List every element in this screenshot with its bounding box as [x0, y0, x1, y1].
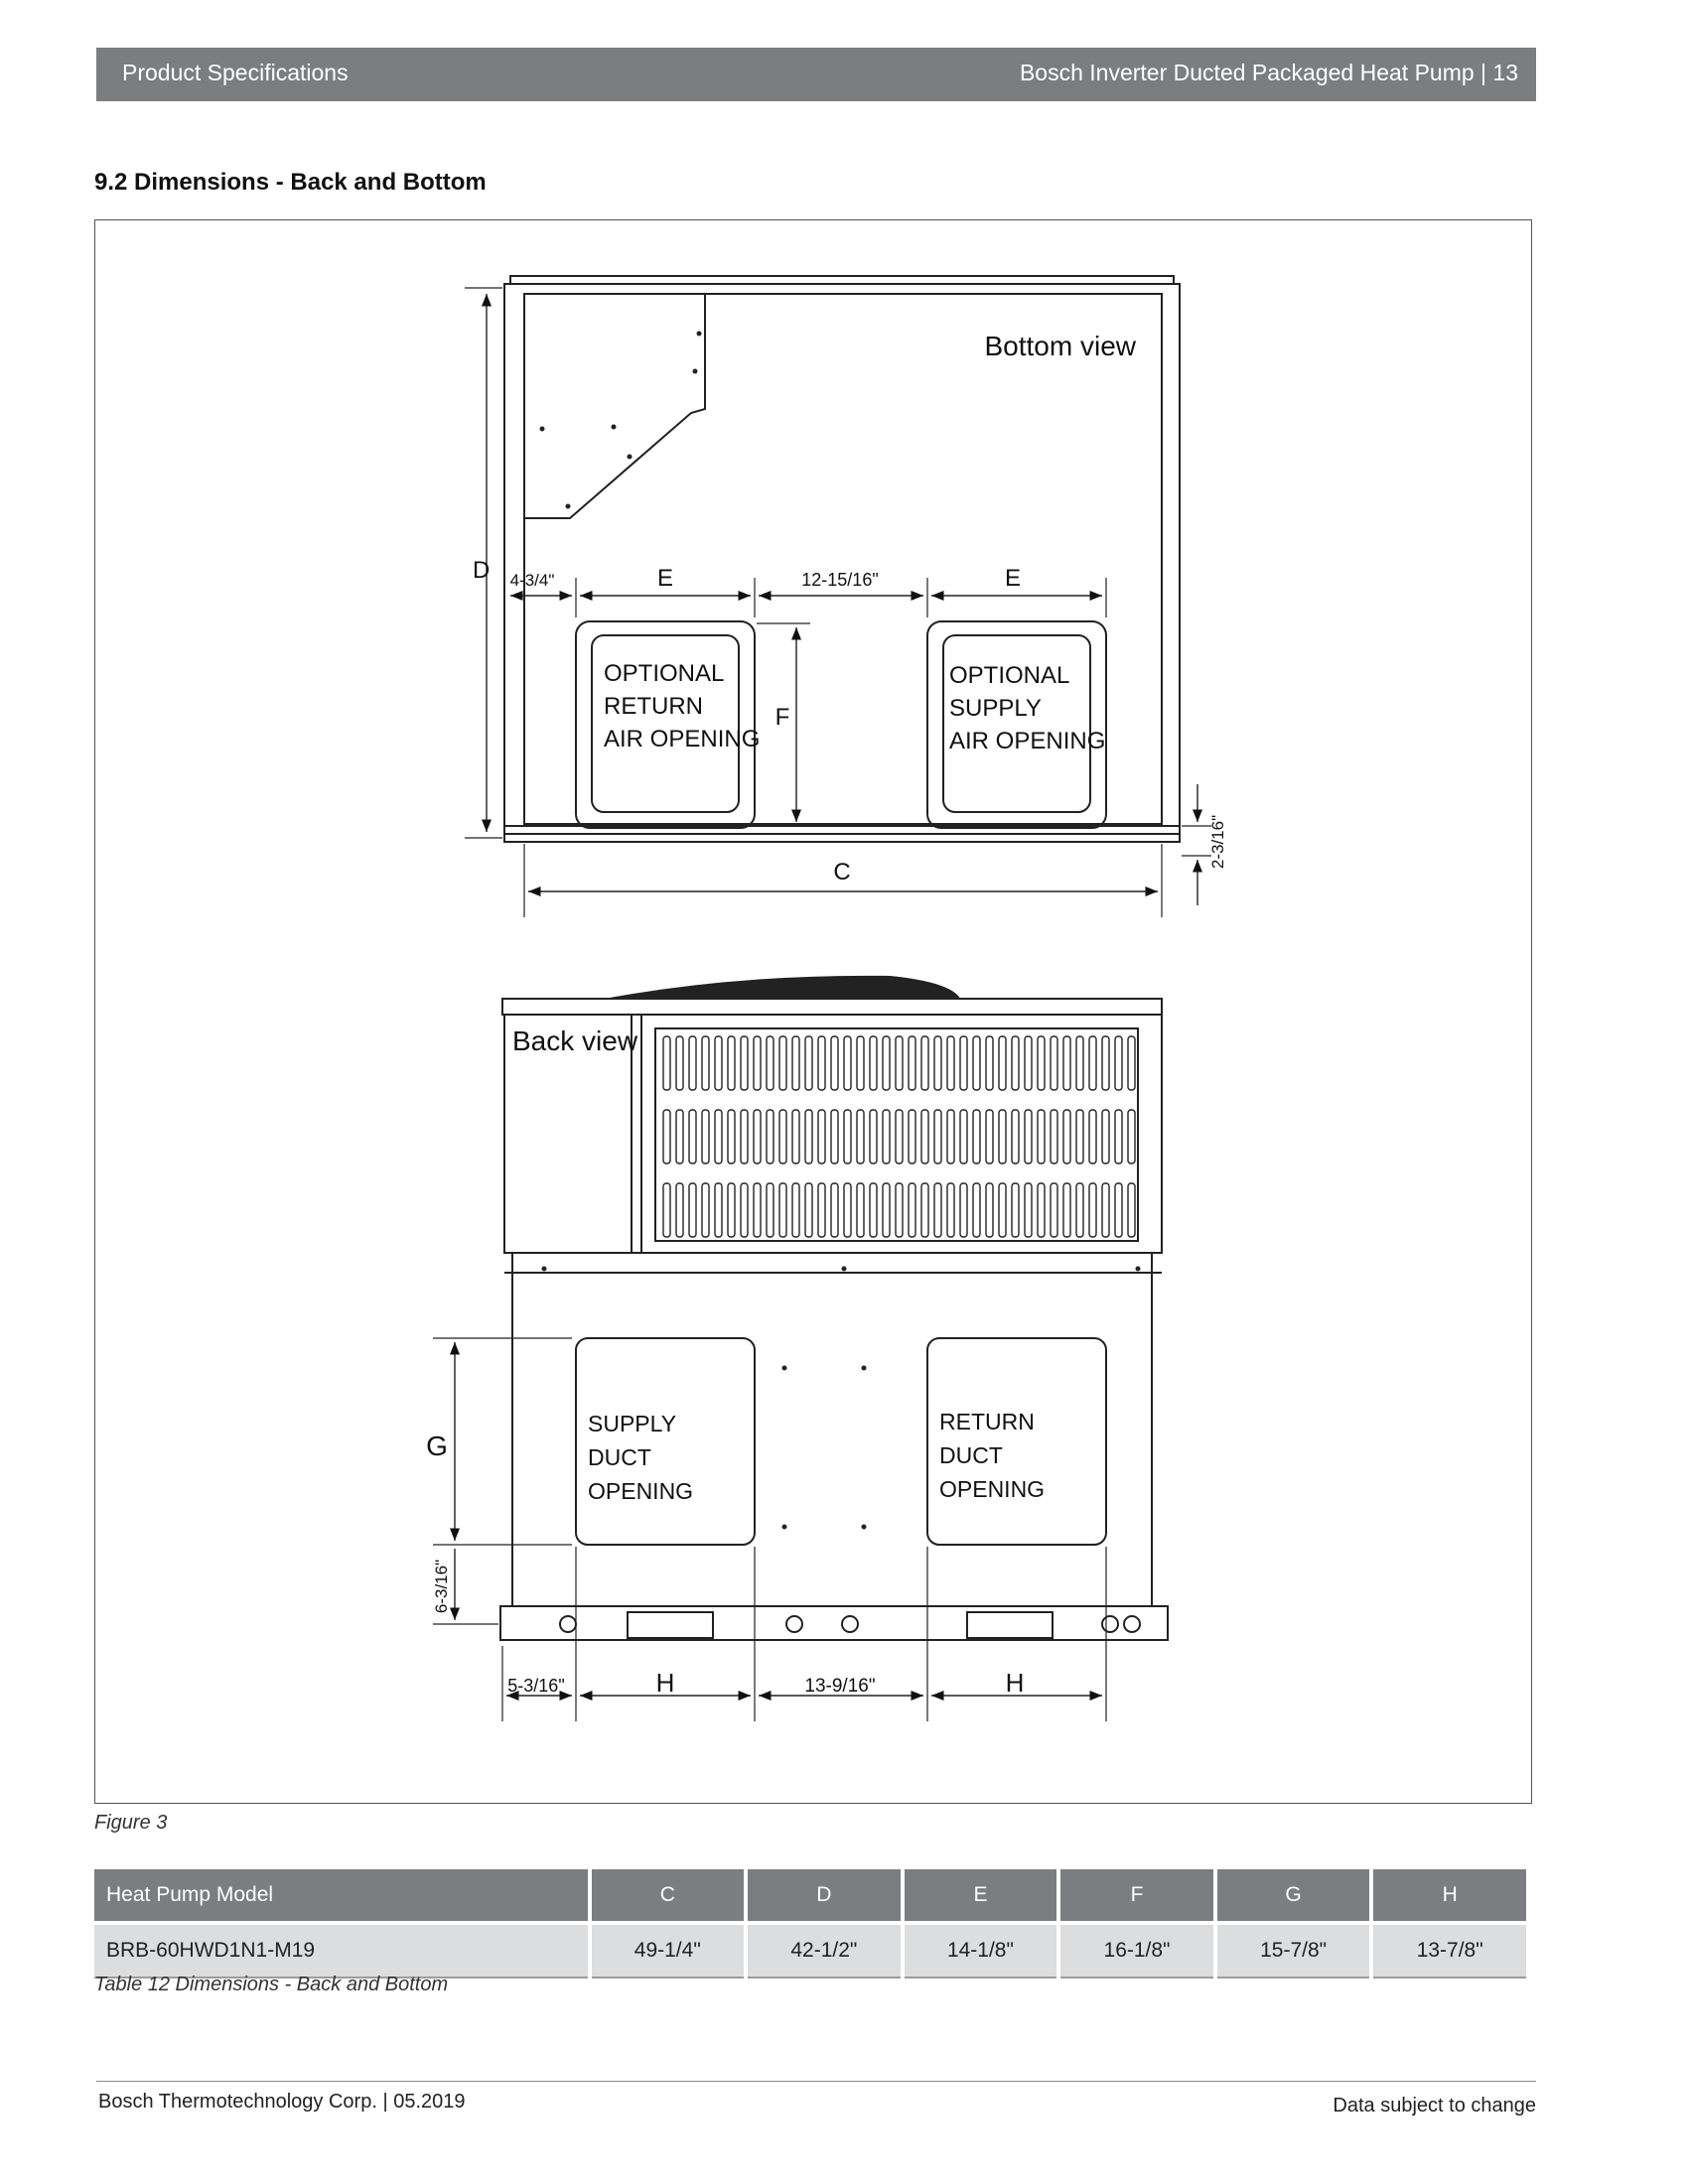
vent-louver — [1102, 1036, 1109, 1090]
dim-back-base: 6-3/16" — [432, 1559, 451, 1614]
vent-louver — [792, 1183, 799, 1237]
table-header-cell: G — [1217, 1869, 1370, 1921]
vent-louver — [1038, 1110, 1045, 1163]
vent-louver — [754, 1183, 761, 1237]
vent-louver — [857, 1036, 864, 1090]
vent-louver — [1038, 1183, 1045, 1237]
table-cell: 42-1/2" — [748, 1921, 901, 1979]
vent-louver — [934, 1183, 941, 1237]
vent-louver — [960, 1110, 967, 1163]
vent-louver — [883, 1183, 890, 1237]
vent-louver — [973, 1036, 980, 1090]
vent-louver — [702, 1183, 709, 1237]
vent-louver — [831, 1110, 838, 1163]
vent-louver — [934, 1036, 941, 1090]
vent-louver — [676, 1183, 683, 1237]
table-header-cell: F — [1060, 1869, 1213, 1921]
vent-louver — [805, 1110, 812, 1163]
dim-bottom-gap: 12-15/16" — [801, 570, 879, 590]
return-duct-line-3: OPENING — [939, 1476, 1046, 1502]
dim-d-label: D — [473, 557, 491, 584]
vent-louver — [779, 1183, 786, 1237]
vent-louver — [1012, 1183, 1019, 1237]
vent-louver — [741, 1183, 748, 1237]
vent-louver — [960, 1183, 967, 1237]
vent-louver — [999, 1183, 1006, 1237]
header-product-page: Bosch Inverter Ducted Packaged Heat Pump | 13 — [1019, 60, 1518, 85]
vent-louver — [909, 1183, 915, 1237]
vent-louver — [921, 1110, 928, 1163]
vent-louver — [715, 1183, 722, 1237]
dim-c-label: C — [833, 859, 851, 886]
vent-louver — [728, 1183, 735, 1237]
dim-f-label: F — [774, 704, 790, 731]
vent-louver — [689, 1036, 696, 1090]
back-view-drawing — [433, 977, 1168, 1721]
vent-louver — [1051, 1110, 1057, 1163]
vent-louver — [973, 1183, 980, 1237]
vent-louver — [857, 1110, 864, 1163]
vent-louver — [896, 1036, 903, 1090]
vent-louver — [960, 1036, 967, 1090]
vent-louver — [767, 1036, 774, 1090]
vent-louver — [689, 1183, 696, 1237]
vent-louver — [676, 1036, 683, 1090]
vent-louver — [1128, 1036, 1135, 1090]
vent-louver — [883, 1036, 890, 1090]
vent-louver — [1089, 1036, 1096, 1090]
supply-opening-line-1: OPTIONAL — [949, 662, 1070, 689]
vent-louver — [728, 1036, 735, 1090]
supply-opening-line-3: AIR OPENING — [949, 728, 1106, 754]
table-caption: Table 12 Dimensions - Back and Bottom — [94, 1974, 449, 1995]
vent-louver — [1012, 1110, 1019, 1163]
vent-louver — [883, 1110, 890, 1163]
vent-louver — [831, 1183, 838, 1237]
footer-disclaimer: Data subject to change — [1333, 2095, 1536, 2116]
vent-louver — [986, 1110, 993, 1163]
table-cell: 16-1/8" — [1060, 1921, 1213, 1979]
vent-louver — [947, 1183, 954, 1237]
vent-louver — [999, 1036, 1006, 1090]
vent-louver — [1089, 1110, 1096, 1163]
table-header-cell: C — [592, 1869, 745, 1921]
vent-louver — [1128, 1110, 1135, 1163]
vent-louver — [921, 1183, 928, 1237]
vent-louver — [947, 1036, 954, 1090]
dimensions-table — [90, 1869, 1530, 1979]
footer-divider — [96, 2081, 1536, 2082]
vent-louver — [767, 1110, 774, 1163]
vent-louver — [947, 1110, 954, 1163]
return-opening-line-3: AIR OPENING — [604, 726, 761, 752]
dimension-figure — [94, 219, 1532, 1804]
vent-louver — [1038, 1036, 1045, 1090]
return-opening-line-2: RETURN — [604, 693, 703, 720]
vent-louver — [896, 1110, 903, 1163]
vent-louver — [792, 1110, 799, 1163]
supply-duct-line-3: OPENING — [588, 1478, 694, 1504]
supply-opening-line-2: SUPPLY — [949, 695, 1042, 722]
supply-duct-line-1: SUPPLY — [588, 1411, 677, 1436]
vent-louver — [754, 1110, 761, 1163]
dim-e-left-label: E — [656, 565, 674, 592]
vent-louver — [805, 1183, 812, 1237]
footer-company-date: Bosch Thermotechnology Corp. | 05.2019 — [98, 2091, 466, 2113]
vent-louver — [779, 1036, 786, 1090]
vent-louver — [921, 1036, 928, 1090]
header-section-label: Product Specifications — [122, 60, 349, 85]
table-cell: 13-7/8" — [1373, 1921, 1526, 1979]
vent-louver — [909, 1036, 915, 1090]
vent-louver — [1128, 1183, 1135, 1237]
table-row — [94, 1921, 1526, 1979]
vent-louver — [870, 1110, 877, 1163]
vent-louver — [663, 1110, 670, 1163]
vent-louver — [1025, 1183, 1032, 1237]
table-header-cell: H — [1373, 1869, 1526, 1921]
vent-louver — [741, 1110, 748, 1163]
vent-louver — [663, 1183, 670, 1237]
vent-louver — [1115, 1183, 1122, 1237]
vent-louver — [1076, 1183, 1083, 1237]
section-title: 9.2 Dimensions - Back and Bottom — [94, 169, 487, 196]
vent-louver — [1102, 1110, 1109, 1163]
vent-louver — [831, 1036, 838, 1090]
dim-h-left-label: H — [655, 1668, 675, 1698]
vent-louver — [1051, 1036, 1057, 1090]
return-duct-line-1: RETURN — [939, 1409, 1035, 1434]
back-view-title: Back view — [512, 1025, 638, 1056]
vent-louver — [1076, 1036, 1083, 1090]
vent-louver — [663, 1036, 670, 1090]
vent-louver — [844, 1036, 851, 1090]
vent-louver — [728, 1110, 735, 1163]
table-header-row — [94, 1869, 1526, 1921]
vent-louver — [805, 1036, 812, 1090]
vent-louver — [909, 1110, 915, 1163]
bottom-view-drawing — [465, 276, 1211, 917]
dim-g-label: G — [426, 1431, 448, 1461]
vent-louver — [896, 1183, 903, 1237]
table-cell: 14-1/8" — [905, 1921, 1057, 1979]
dimension-drawing — [95, 220, 1531, 1803]
vent-louver — [986, 1036, 993, 1090]
table-cell: BRB-60HWD1N1-M19 — [94, 1921, 588, 1979]
vent-louver — [999, 1110, 1006, 1163]
dim-h-right-label: H — [1005, 1668, 1025, 1698]
vent-louver — [689, 1110, 696, 1163]
table-cell: 15-7/8" — [1217, 1921, 1370, 1979]
vent-louver — [1025, 1110, 1032, 1163]
vent-louver — [857, 1183, 864, 1237]
vent-louver — [779, 1110, 786, 1163]
vent-louver — [844, 1110, 851, 1163]
dim-e-right-label: E — [1004, 565, 1022, 592]
vent-louver — [715, 1036, 722, 1090]
return-opening-line-1: OPTIONAL — [604, 660, 725, 687]
vent-louver — [870, 1036, 877, 1090]
vent-louver — [1115, 1110, 1122, 1163]
vent-louver — [792, 1036, 799, 1090]
vent-louver — [1076, 1110, 1083, 1163]
vent-louver — [818, 1110, 825, 1163]
table-header-cell: D — [748, 1869, 901, 1921]
vent-louver — [1051, 1183, 1057, 1237]
dim-back-gap: 13-9/16" — [804, 1676, 876, 1697]
vent-louver — [767, 1183, 774, 1237]
supply-duct-line-2: DUCT — [588, 1444, 651, 1470]
table-cell: 49-1/4" — [592, 1921, 745, 1979]
return-duct-line-2: DUCT — [939, 1442, 1003, 1468]
bottom-view-title: Bottom view — [984, 331, 1136, 361]
vent-louver — [844, 1183, 851, 1237]
vent-louver — [1063, 1183, 1070, 1237]
vent-louver — [818, 1183, 825, 1237]
dim-bottom-left-offset: 4-3/4" — [509, 571, 555, 590]
vent-louver — [741, 1036, 748, 1090]
vent-louver — [676, 1110, 683, 1163]
vent-louver — [1089, 1183, 1096, 1237]
page-header — [96, 48, 1536, 101]
vent-louver — [715, 1110, 722, 1163]
vent-louver — [1012, 1036, 1019, 1090]
vent-louver — [702, 1036, 709, 1090]
vent-louver — [1025, 1036, 1032, 1090]
vent-louver — [973, 1110, 980, 1163]
vent-louver — [702, 1110, 709, 1163]
table-header-cell: Heat Pump Model — [94, 1869, 588, 1921]
vent-louver — [934, 1110, 941, 1163]
vent-louver — [754, 1036, 761, 1090]
vent-louver — [986, 1183, 993, 1237]
vent-louver — [818, 1036, 825, 1090]
dim-bottom-base: 2-3/16" — [1208, 814, 1227, 870]
figure-caption: Figure 3 — [94, 1812, 168, 1834]
dim-back-left-offset: 5-3/16" — [507, 1676, 565, 1696]
vent-louver — [1063, 1036, 1070, 1090]
vent-louver — [1102, 1183, 1109, 1237]
vent-louver — [870, 1183, 877, 1237]
table-header-cell: E — [905, 1869, 1057, 1921]
vent-louver — [1115, 1036, 1122, 1090]
vent-louver — [1063, 1110, 1070, 1163]
